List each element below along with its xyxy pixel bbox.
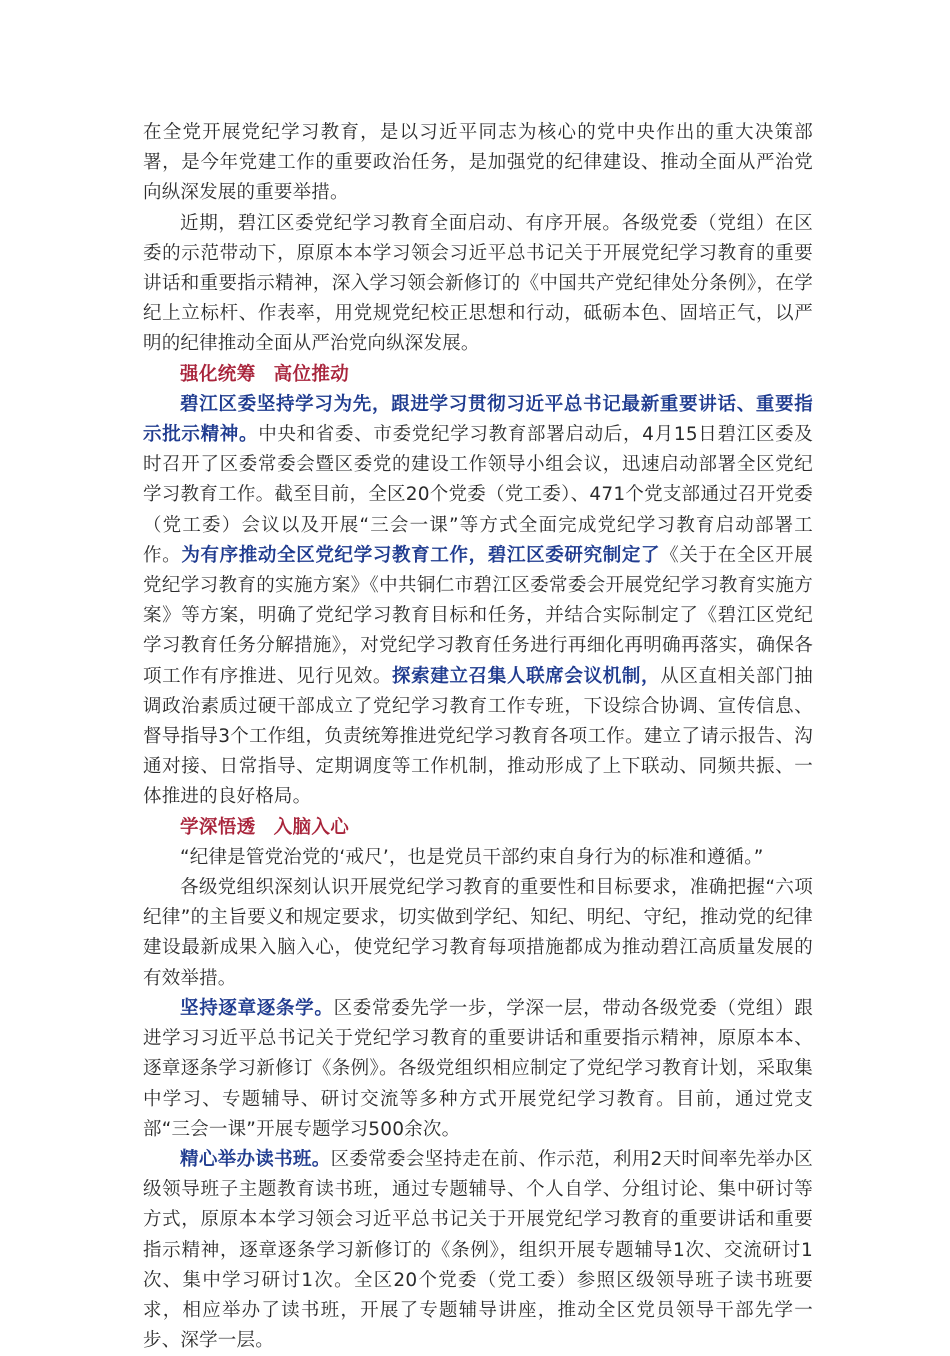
section-heading-coordination xyxy=(143,360,813,390)
section-heading-part-b: 入脑入心 xyxy=(273,816,350,838)
section-heading-part-a: 学深悟透 xyxy=(180,816,256,838)
emphasis-joint-meeting: 探索建立召集人联席会议机制， xyxy=(392,665,661,687)
section-heading-part-a: 强化统筹 xyxy=(180,363,256,385)
section-heading-part-b: 高位推动 xyxy=(273,363,350,385)
quote-paragraph: “纪律是管党治党的‘戒尺’，也是党员干部约束自身行为的标准和遵循。” xyxy=(180,846,764,868)
emphasis-reading-class: 精心举办读书班。 xyxy=(180,1148,331,1170)
coordination-paragraph xyxy=(143,390,813,813)
text-plan-details: 《关于在全区开展党纪学习教育的实施方案》《中共铜仁市碧江区委常委会开展党纪学习教育实施方案》等方案，明确了党纪学习教育目标和任务，并结合实际制定了《碧江区党纪学习教育任务分解措施》，对党纪学习教育任务进行再细化再明确再落实，确保各项工作有序推进、见行见效。 xyxy=(143,544,813,687)
emphasis-plan: 为有序推动全区党纪学习教育工作，碧江区委研究制定了 xyxy=(181,544,661,566)
emphasis-chapter-study: 坚持逐章逐条学。 xyxy=(180,997,334,1019)
understanding-paragraph: 各级党组织深刻认识开展党纪学习教育的重要性和目标要求，准确把握“六项纪律”的主旨要义和规定要求，切实做到学纪、知纪、明纪、守纪，推动党的纪律建设最新成果入脑入心，使党纪学习教育每项措施都成为推动碧江高质量发展的有效举措。 xyxy=(143,877,813,989)
intro-paragraph: 在全党开展党纪学习教育，是以习近平同志为核心的党中央作出的重大决策部署，是今年党建工作的重要政治任务，是加强党的纪律建设、推动全面从严治党向纵深发展的重要举措。 xyxy=(143,122,813,204)
chapter-study-paragraph xyxy=(143,994,813,1145)
text-reading-class: 区委常委会坚持走在前、作示范，利用2天时间率先举办区级领导班子主题教育读书班，通过专题辅导、个人自学、分组讨论、集中研讨等方式，原原本本学习领会习近平总书记关于开展党纪学习教育的重要讲话和重要指示精神，逐章逐条学习新修订的《条例》，组织开展专题辅导1次、交流研讨1次、集中学习研讨1次。全区20个党委（党工委）参照区级领导班子读书班要求，相应举办了读书班，开展了专题辅导讲座，推动全区党员领导干部先学一步、深学一层。 xyxy=(143,1148,813,1352)
overview-paragraph: 近期，碧江区委党纪学习教育全面启动、有序开展。各级党委（党组）在区委的示范带动下，原原本本学习领会习近平总书记关于开展党纪学习教育的重要讲话和重要指示精神，深入学习领会新修订的《中国共产党纪律处分条例》，在学纪上立标杆、作表率，用党规党纪校正思想和行动，砥砺本色、固培正气，以严明的纪律推动全面从严治党向纵深发展。 xyxy=(143,212,813,355)
reading-class-paragraph xyxy=(143,1145,813,1356)
text-chapter-study: 区委常委先学一步，学深一层，带动各级党委（党组）跟进学习习近平总书记关于党纪学习教育的重要讲话和重要指示精神，原原本本、逐章逐条学习新修订《条例》。各级党组织相应制定了党纪学习教育计划，采取集中学习、专题辅导、研讨交流等多种方式开展党纪学习教育。目前，通过党支部“三会一课”开展专题学习500余次。 xyxy=(143,997,813,1140)
document-page xyxy=(143,118,813,1356)
section-heading-study xyxy=(143,813,813,843)
text-deployment: 中央和省委、市委党纪学习教育部署启动后，4月15日碧江区委及时召开了区委常委会暨区委党的建设工作领导小组会议，迅速启动部署全区党纪学习教育工作。截至目前，全区20个党委（党工委）、471个党支部通过召开党委（党工委）会议以及开展“三会一课”等方式全面完成党纪学习教育启动部署工作。 xyxy=(143,424,813,566)
text-work-mechanism: 从区直相关部门抽调政治素质过硬干部成立了党纪学习教育工作专班，下设综合协调、宣传信息、督导指导3个工作组，负责统筹推进党纪学习教育各项工作。建立了请示报告、沟通对接、日常指导、定期调度等工作机制，推动形成了上下联动、同频共振、一体推进的良好格局。 xyxy=(143,665,813,808)
emphasis-study-first: 碧江区委坚持学习为先，跟进学习贯彻习近平总书记最新重要讲话、重要指示批示精神。 xyxy=(143,393,813,446)
